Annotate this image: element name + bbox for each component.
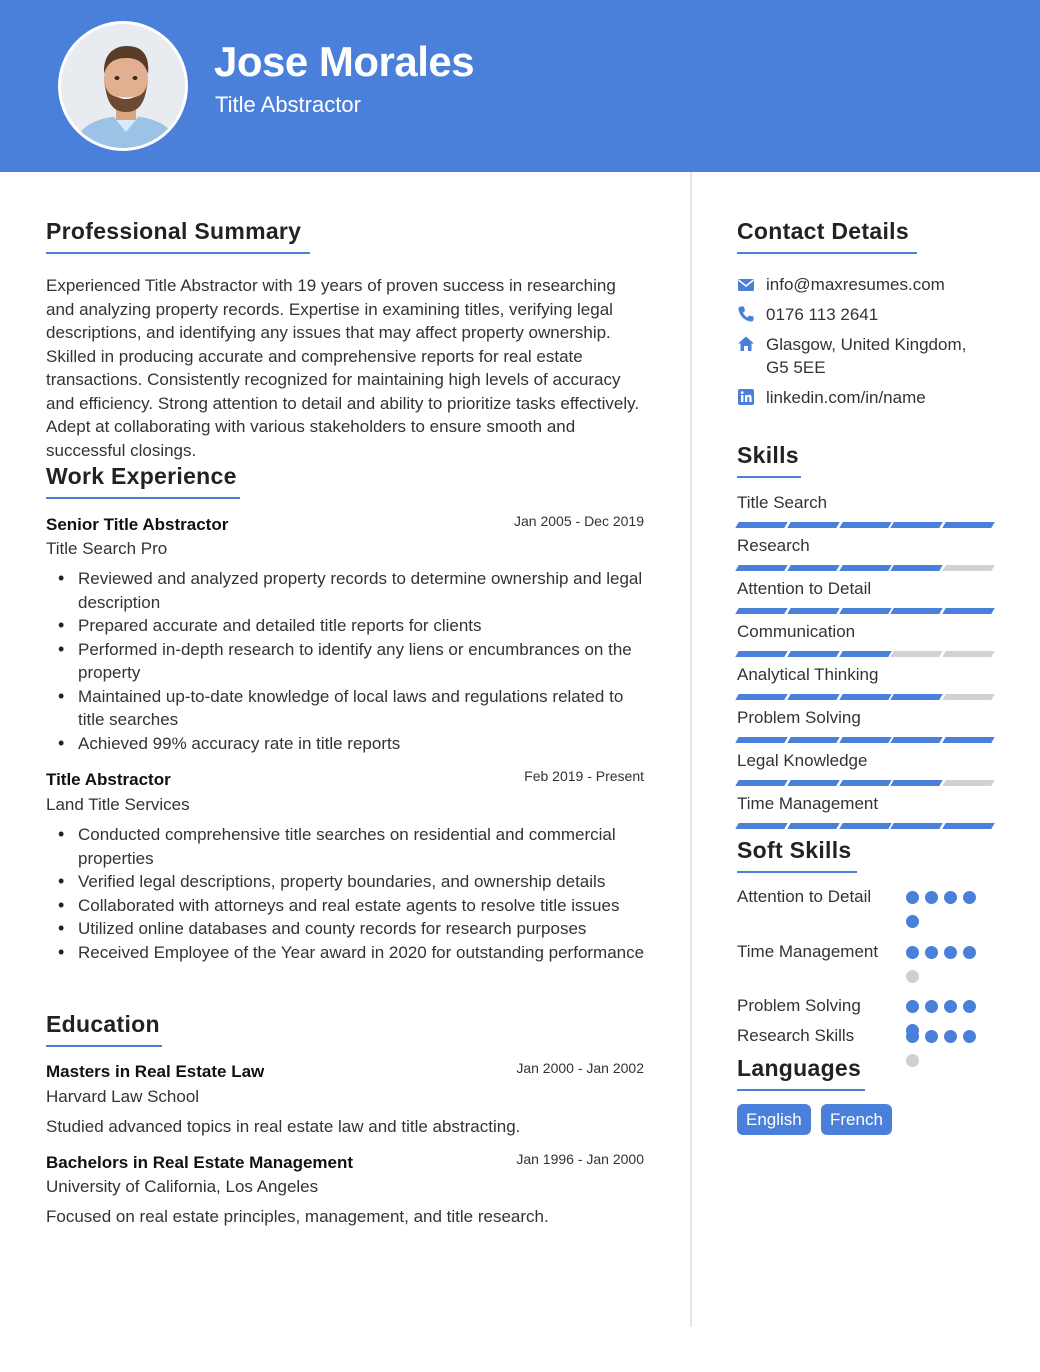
- contact-heading: Contact Details: [737, 218, 909, 244]
- skill-level-segment: [735, 823, 787, 829]
- skill-level-segment: [839, 565, 891, 571]
- skill-level-segment: [942, 608, 994, 614]
- soft-skill-dot: [906, 915, 919, 928]
- soft-skill-dot: [906, 1054, 919, 1067]
- skill-level-segment: [787, 823, 839, 829]
- phone-icon: [737, 305, 755, 323]
- skill-level-segment: [787, 780, 839, 786]
- list-item: • Prepared accurate and detailed title reports for clients: [56, 614, 646, 638]
- skill-level-bar: [737, 651, 993, 657]
- skill-label: Legal Knowledge: [737, 751, 868, 770]
- soft-skill-label: Time Management: [737, 942, 879, 961]
- skill-level-segment: [942, 651, 994, 657]
- contact-email[interactable]: info@maxresumes.com: [766, 275, 945, 294]
- candidate-title: Title Abstractor: [215, 92, 361, 117]
- skill-level-segment: [735, 780, 787, 786]
- skill-level-bar: [737, 823, 993, 829]
- soft-skill-dot: [944, 891, 957, 904]
- home-icon: [737, 335, 755, 353]
- degree-title: Masters in Real Estate Law: [46, 1062, 265, 1081]
- skill-level-segment: [942, 823, 994, 829]
- list-item: • Utilized online databases and county records for research purposes: [56, 917, 646, 941]
- contact-address: Glasgow, United Kingdom, G5 5EE: [766, 335, 967, 377]
- list-item: • Received Employee of the Year award in 2020 for outstanding performance: [56, 941, 646, 965]
- soft-skill-dot: [906, 946, 919, 959]
- soft-skill-label: Problem Solving: [737, 996, 861, 1015]
- skills-underline: [737, 476, 801, 478]
- list-item: • Achieved 99% accuracy rate in title reports: [56, 732, 646, 756]
- soft-skill-dot: [906, 970, 919, 983]
- job-dates: Jan 2005 - Dec 2019: [514, 513, 644, 529]
- profile-photo-icon: [61, 24, 188, 151]
- linkedin-icon: [737, 388, 755, 406]
- experience-underline: [46, 497, 240, 499]
- education-heading: Education: [46, 1011, 160, 1037]
- languages-underline: [737, 1089, 865, 1091]
- skill-level-segment: [735, 737, 787, 743]
- skill-label: Analytical Thinking: [737, 665, 879, 684]
- column-divider: [690, 172, 692, 1327]
- job-bullets: [56, 823, 646, 964]
- skill-level-segment: [787, 737, 839, 743]
- envelope-icon: [737, 276, 755, 294]
- skill-level-segment: [735, 608, 787, 614]
- skill-level-segment: [735, 694, 787, 700]
- skill-level-segment: [891, 780, 943, 786]
- education-dates: Jan 1996 - Jan 2000: [516, 1151, 644, 1167]
- skill-level-segment: [891, 565, 943, 571]
- skill-level-segment: [891, 694, 943, 700]
- avatar: [58, 21, 188, 151]
- soft-skill-label: Research Skills: [737, 1026, 855, 1045]
- skill-label: Title Search: [737, 493, 828, 512]
- list-item: • Verified legal descriptions, property boundaries, and ownership details: [56, 870, 646, 894]
- summary-heading: Professional Summary: [46, 218, 302, 244]
- language-badge: French: [821, 1104, 892, 1135]
- skill-level-segment: [839, 651, 891, 657]
- skill-level-segment: [839, 737, 891, 743]
- list-item: • Reviewed and analyzed property records to determine ownership and legal description: [56, 567, 646, 614]
- education-description: Focused on real estate principles, management, and title research.: [46, 1207, 549, 1226]
- skill-level-segment: [891, 651, 943, 657]
- list-item: • Maintained up-to-date knowledge of local laws and regulations related to title searches: [56, 685, 646, 732]
- job-bullets: [56, 567, 646, 755]
- skill-level-segment: [891, 737, 943, 743]
- contact-linkedin[interactable]: linkedin.com/in/name: [766, 388, 926, 407]
- skill-level-segment: [891, 823, 943, 829]
- skill-level-segment: [787, 651, 839, 657]
- education-underline: [46, 1045, 162, 1047]
- soft-skill-dot: [925, 946, 938, 959]
- summary-underline: [46, 252, 310, 254]
- skill-label: Problem Solving: [737, 708, 861, 727]
- skill-level-segment: [942, 565, 994, 571]
- skill-level-bar: [737, 565, 993, 571]
- languages-heading: Languages: [737, 1055, 862, 1081]
- soft-skill-dot: [906, 1030, 919, 1043]
- job-title: Senior Title Abstractor: [46, 515, 229, 534]
- header-banner: [0, 0, 1040, 172]
- soft-skill-label: Attention to Detail: [737, 887, 872, 906]
- soft-skills-heading: Soft Skills: [737, 837, 852, 863]
- soft-skill-dot: [925, 1030, 938, 1043]
- job-title: Title Abstractor: [46, 770, 171, 789]
- skill-label: Time Management: [737, 794, 879, 813]
- skill-level-segment: [787, 565, 839, 571]
- skill-level-segment: [839, 522, 891, 528]
- job-dates: Feb 2019 - Present: [524, 768, 644, 784]
- degree-title: Bachelors in Real Estate Management: [46, 1153, 354, 1172]
- skill-level-segment: [787, 694, 839, 700]
- job-company: Land Title Services: [46, 795, 190, 814]
- skill-level-segment: [735, 565, 787, 571]
- skill-level-segment: [839, 780, 891, 786]
- soft-skill-dot: [963, 891, 976, 904]
- soft-skill-dot: [906, 891, 919, 904]
- candidate-name: Jose Morales: [214, 38, 475, 85]
- soft-skill-dot: [906, 1000, 919, 1013]
- language-badge: English: [737, 1104, 811, 1135]
- skill-level-segment: [735, 522, 787, 528]
- contact-phone[interactable]: 0176 113 2641: [766, 305, 879, 324]
- school-name: Harvard Law School: [46, 1087, 200, 1106]
- skill-level-segment: [891, 608, 943, 614]
- skill-level-segment: [787, 522, 839, 528]
- skill-level-bar: [737, 608, 993, 614]
- skill-label: Communication: [737, 622, 856, 641]
- soft-skill-dot: [925, 1000, 938, 1013]
- skill-label: Research: [737, 536, 810, 555]
- summary-text: Experienced Title Abstractor with 19 years of proven success in researching and analyzing property records. Expertise in examining titles, verifying legal descriptions, and identifying any issues that may affect property ownership. Skilled in producing accurate and comprehensive reports for real estate transactions. Consistently recognized for maintaining high levels of accuracy and efficiency. Strong attention to detail and ability to prioritize tasks effectively. Adept at collaborating with various stakeholders to ensure smooth and successful closings.: [46, 276, 640, 460]
- skill-level-segment: [942, 694, 994, 700]
- school-name: University of California, Los Angeles: [46, 1177, 319, 1196]
- skill-level-segment: [735, 651, 787, 657]
- skill-level-segment: [942, 737, 994, 743]
- skill-level-bar: [737, 522, 993, 528]
- skill-level-segment: [839, 694, 891, 700]
- skill-level-segment: [942, 522, 994, 528]
- skills-heading: Skills: [737, 442, 799, 468]
- soft-skills-underline: [737, 871, 857, 873]
- soft-skill-dot: [963, 1000, 976, 1013]
- soft-skill-dot: [925, 891, 938, 904]
- skill-level-segment: [891, 522, 943, 528]
- skill-level-segment: [839, 608, 891, 614]
- list-item: • Conducted comprehensive title searches on residential and commercial properties: [56, 823, 646, 870]
- list-item: • Collaborated with attorneys and real estate agents to resolve title issues: [56, 894, 646, 918]
- soft-skill-dot: [944, 1030, 957, 1043]
- soft-skill-dot: [963, 1030, 976, 1043]
- skill-level-bar: [737, 694, 993, 700]
- soft-skill-dot: [944, 1000, 957, 1013]
- skill-level-bar: [737, 737, 993, 743]
- skill-level-segment: [787, 608, 839, 614]
- skill-level-bar: [737, 780, 993, 786]
- skill-level-segment: [839, 823, 891, 829]
- soft-skill-dot: [944, 946, 957, 959]
- skill-label: Attention to Detail: [737, 579, 872, 598]
- job-company: Title Search Pro: [46, 539, 168, 558]
- soft-skill-dot: [963, 946, 976, 959]
- education-dates: Jan 2000 - Jan 2002: [516, 1060, 644, 1076]
- skill-level-segment: [942, 780, 994, 786]
- contact-underline: [737, 252, 917, 254]
- education-description: Studied advanced topics in real estate law and title abstracting.: [46, 1117, 521, 1136]
- list-item: • Performed in-depth research to identify any liens or encumbrances on the property: [56, 638, 646, 685]
- experience-heading: Work Experience: [46, 463, 237, 489]
